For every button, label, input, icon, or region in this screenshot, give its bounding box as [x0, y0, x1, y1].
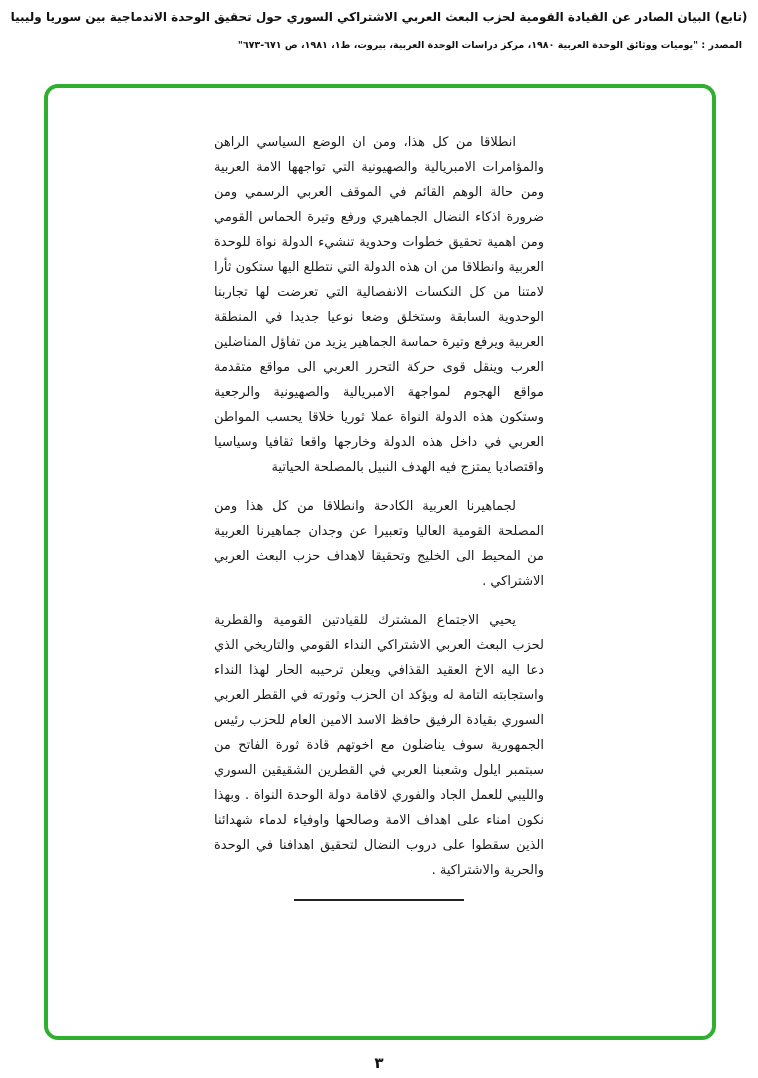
body-paragraph: انطلاقا من كل هذا، ومن ان الوضع السياسي الراهن والمؤامرات الامبريالية والصهيونية التي تواجهها الامة العربية ومن حالة الوهم القائم في الموقف العربي الرسمي ومن ضرورة اذكاء النضال الجماهيري ورفع وتيرة الحماس القومي ومن اهمية تحقيق خطوات وحدوية تنشيء الدولة نواة للوحدة العربية وانطلاقا من ان هذه الدولة التي نتطلع اليها ستكون ثأرا لامتنا من كل النكسات الانفصالية التي تعرضت لها تجاربنا الوحدوية السابقة وستخلق وضعا نوعيا جديدا في المنطقة العربية ويرفع وتيرة حماسة الجماهير يزيد من تفاؤل المناضلين العرب وينقل قوى حركة التحرر العربي الى مواقع متقدمة مواقع الهجوم لمواجهة الامبريالية والصهيونية والرجعية وستكون هذه الدولة النواة عملا ثوريا خلاقا يحسب المواطن العربي في داخل هذه الدولة وخارجها واقعا ثقافيا وسياسيا واقتصاديا يمتزج فيه الهدف النبيل بالمصلحة الحياتية: [213, 135, 544, 475]
body-paragraph: لجماهيرنا العربية الكادحة وانطلاقا من كل هذا ومن المصلحة القومية العاليا وتعبيرا عن وجدان جماهيرنا العربية من المحيط الى الخليج وتحقيقا لاهداف حزب البعث العربي الاشتراكي .: [214, 499, 544, 589]
body-paragraph: يحيي الاجتماع المشترك للقيادتين القومية والقطرية لحزب البعث العربي الاشتراكي النداء القومي والتاريخي الذي دعا اليه الاخ العقيد القذافي ويعلن ترحيبه الحار لهذا النداء واستجابته التامة له ويؤكد ان الحزب وثورته في القطر العربي السوري بقيادة الرفيق حافظ الاسد الامين العام للحزب رئيس الجمهورية سوف يناضلون مع اخوتهم قادة ثورة الفاتح من سبتمبر ايلول وشعبنا العربي في القطرين الشقيقين السوري والليبي للعمل الجاد والفوري لاقامة دولة الوحدة النواة . وبهذا نكون امناء على اهداف الامة وصالحها واوفياء لدماء شهدائنا الذين سقطوا على دروب النضال لتحقيق اهدافنا في الوحدة والحرية والاشتراكية .: [214, 613, 544, 878]
source-citation: المصدر : "يوميات ووثائق الوحدة العربية ١٩٨٠، مركز دراسات الوحدة العربية، بيروت، ط١، ١٩٨١، ص ٦٧١-٦٧٣": [237, 40, 742, 51]
document-frame-border: [44, 84, 716, 1040]
page-number: ٣: [374, 1054, 384, 1072]
document-body: [214, 130, 544, 901]
document-title: (تابع) البيان الصادر عن القيادة القومية لحزب البعث العربي الاشتراكي السوري حول تحقيق الوحدة الاندماجية بين سوريا وليبيا: [10, 10, 748, 24]
end-divider: [294, 899, 464, 901]
